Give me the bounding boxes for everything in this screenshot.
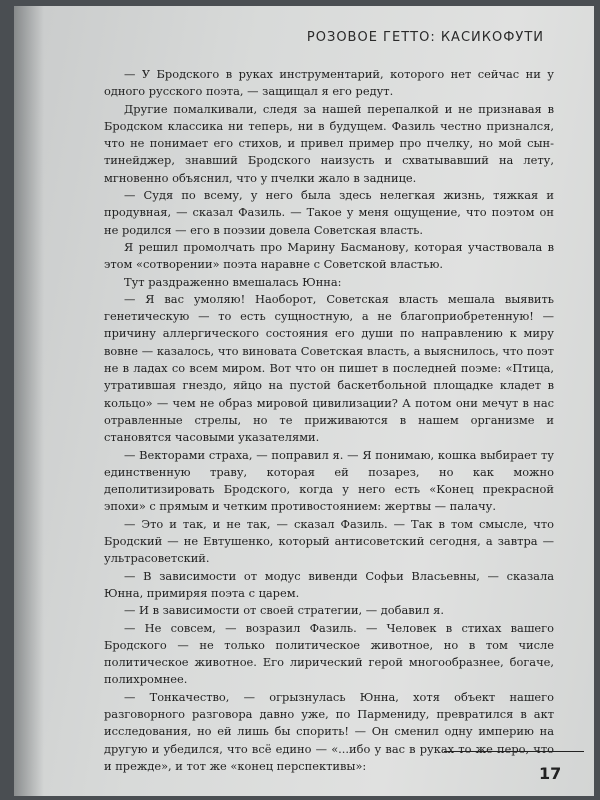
paragraph: Другие помалкивали, следя за нашей перепалкой и не признавая в Бродском классика ни теперь, ни в будущем. Фазиль честно признался, что не понимает его стихов, и привел пример про пчелку, но мой сын-тинейджер, знавший Бродского наизусть и схватывавший на лету, мгновенно объяснил, что у пчелки жало в заднице.: [104, 101, 554, 185]
paragraph: — Судя по всему, у него была здесь нелегкая жизнь, тяжкая и продувная, — сказал Фазиль. — Такое у меня ощущение, что поэтом он не родился — его в поэзии довела Советская власть.: [104, 188, 554, 237]
page-number: 17: [539, 764, 562, 783]
paragraph: — Я вас умоляю! Наоборот, Советская власть мешала выявить генетическую — то есть сущностную, а не благоприобретенную! — причину аллергического состояния его души по направлению к миру вовне — казалось, что виновата Советская власть, а выяснилось, что поэт не в ладах со всем миром. Вот что он пишет в последней поэме: «Птица, утратившая гнездо, яйцо на пустой баскетбольной площадке кладет в кольцо» — чем не образ мировой цивилизации? А потом они мечут в нас отравленные стрелы, но те приживаются в нашем организме и становятся часовыми указателями.: [104, 291, 554, 445]
running-head: РОЗОВОЕ ГЕТТО: КАСИКОФУТИ: [306, 30, 544, 45]
book-page: [14, 6, 594, 796]
page-gutter-shadow: [14, 6, 44, 796]
paragraph: Я решил промолчать про Марину Басманову, которая участвовала в этом «сотворении» поэта наравне с Советской властью.: [104, 239, 554, 272]
body-text: [104, 66, 554, 775]
paragraph: — Тонкачество, — огрызнулась Юнна, хотя объект нашего разговорного разговора давно уже, по Пармениду, превратился в акт исследования, но ей лишь бы спорить! — Он сменил одну империю на другую и убедился, что всё едино — «...ибо у вас в руках то же перо, что и прежде», и тот же «конец перспективы»:: [104, 689, 554, 773]
footer-rule: [444, 751, 584, 752]
paragraph: — У Бродского в руках инструментарий, которого нет сейчас ни у одного русского поэта, — защищал я его редут.: [104, 67, 554, 99]
paragraph: — В зависимости от модус вивенди Софьи Власьевны, — сказала Юнна, примиряя поэта с царем.: [104, 568, 554, 600]
paragraph: — И в зависимости от своей стратегии, — добавил я.: [124, 603, 444, 618]
paragraph: — Векторами страха, — поправил я. — Я понимаю, кошка выбирает ту единственную траву, которая ей позарез, но как можно деполитизировать Бродского, когда у него есть «Конец прекрасной эпохи» с прямым и четким противостоянием: жертвы — палачу.: [104, 447, 554, 514]
paragraph: Тут раздраженно вмешалась Юнна:: [124, 274, 342, 289]
paragraph: — Не совсем, — возразил Фазиль. — Человек в стихах вашего Бродского — не только политическое животное, но в том числе политическое животное. Его лирический герой многообразнее, богаче, полихромнее.: [104, 620, 554, 687]
paragraph: — Это и так, и не так, — сказал Фазиль. — Так в том смысле, что Бродский — не Евтушенко, который антисоветский сегодня, а завтра — ультрасоветский.: [104, 516, 554, 566]
